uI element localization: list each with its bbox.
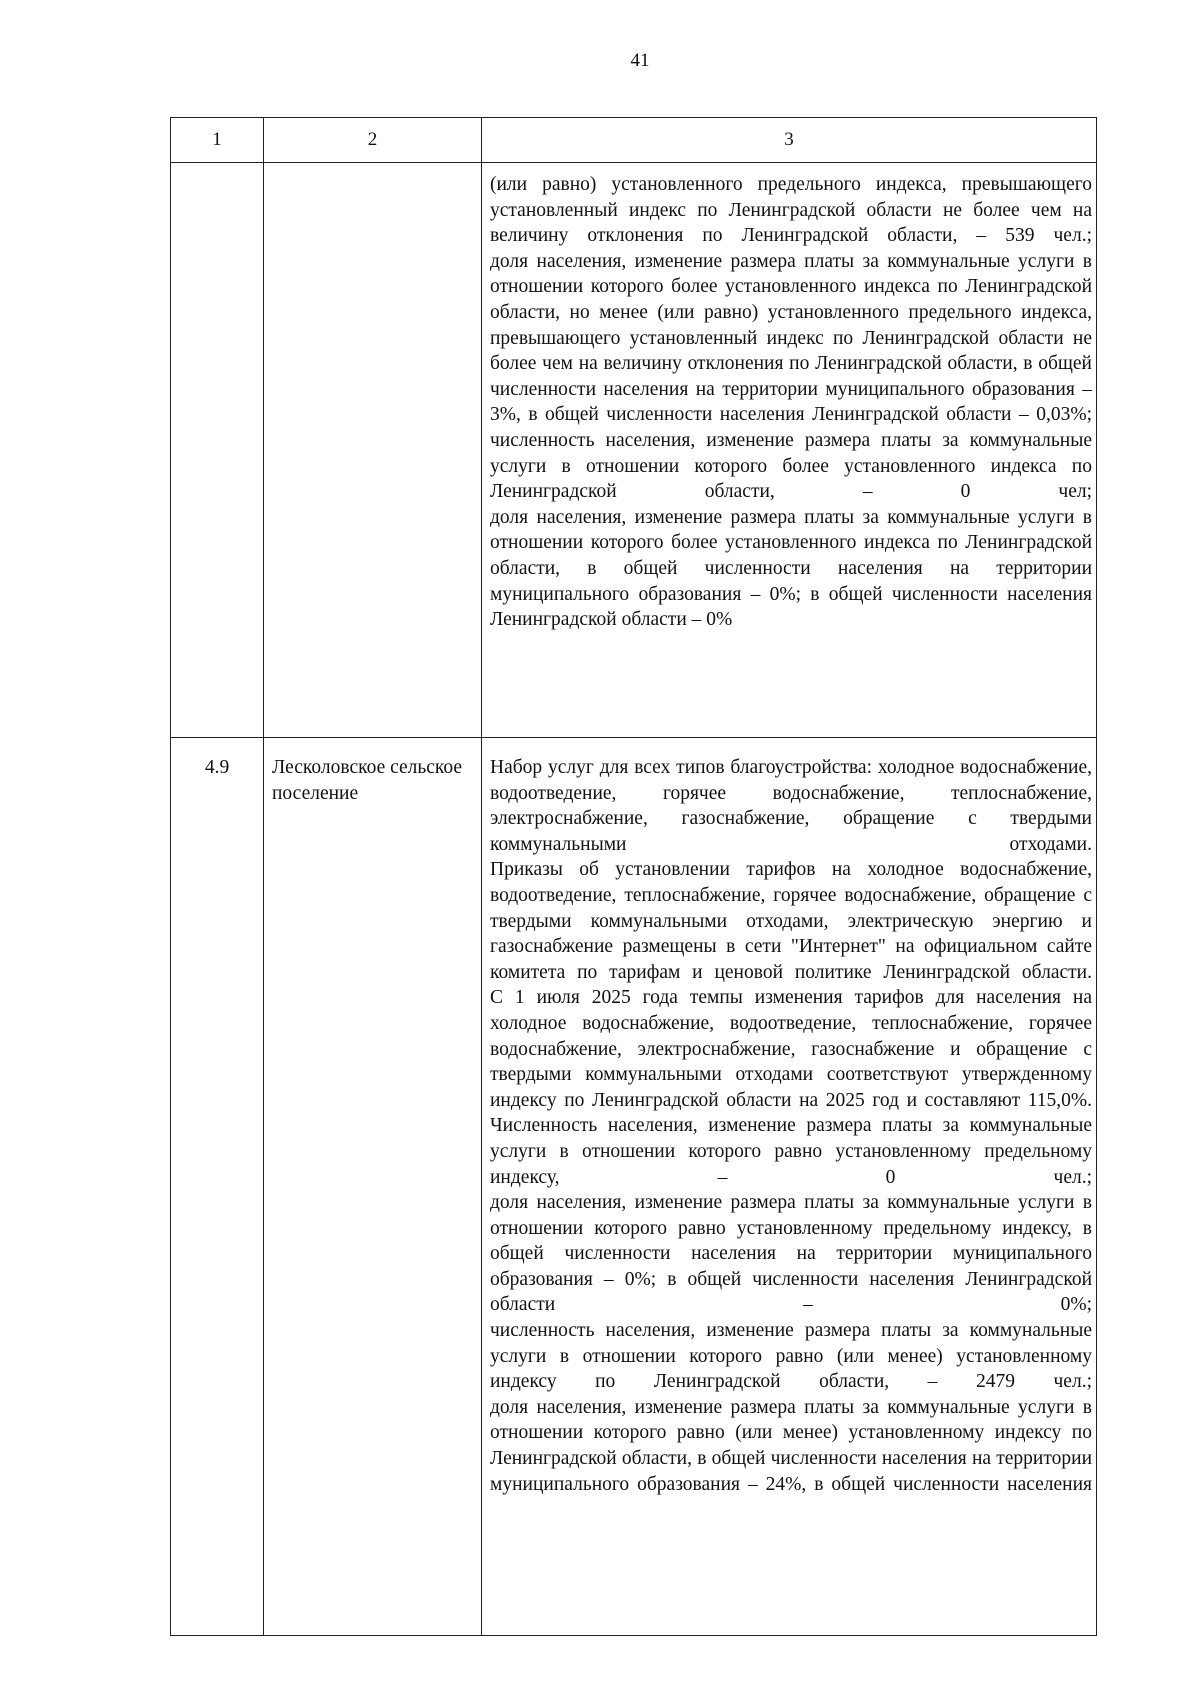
description-paragraph: доля населения, изменение размера платы за коммунальные услуги в отношении которого более установленного индекса по Ленинградской области, в общей численности населения на территории муниципального образования – 0%; в общей численности населения Ленинградской области – 0% (490, 506, 1092, 631)
municipality-name-cell (264, 163, 482, 738)
description-paragraph: Численность населения, изменение размера платы за коммунальные услуги в отношении которого равно установленному предельному индексу, – 0 чел.; (490, 1115, 1092, 1188)
table-row-continuation (171, 163, 1097, 738)
table-header-row (171, 118, 1097, 163)
description-paragraph: (или равно) установленного предельного индекса, превышающего установленный индекс по Ленинградской области не более чем на величину отклонения по Ленинградской области, – 539 чел.; (490, 174, 1092, 247)
indicators-table (170, 117, 1097, 1636)
row-number-cell (171, 163, 264, 738)
column-header-description: 3 (482, 118, 1097, 163)
description-paragraph: доля населения, изменение размера платы за коммунальные услуги в отношении которого равно (или менее) установленному индексу по Ленинградской области, в общей численности населения на территории муниципального образования – 24%, в общей численности населения (490, 1396, 1092, 1495)
table-row-4-9 (171, 738, 1097, 1636)
column-header-number: 1 (171, 118, 264, 163)
row-number-cell: 4.9 (171, 738, 264, 1636)
description-paragraph: Приказы об установлении тарифов на холодное водоснабжение, водоотведение, теплоснабжение, горячее водоснабжение, обращение с твердыми коммунальными отходами, электрическую энергию и газоснабжение размещены в сети "Интернет" на официальном сайте комитета по тарифам и ценовой политике Ленинградской области. (490, 859, 1092, 983)
municipality-name-cell: Лесколовское сельское поселение (264, 738, 482, 1636)
description-paragraph: доля населения, изменение размера платы за коммунальные услуги в отношении которого более установленного индекса по Ленинградской области, но менее (или равно) установленного предельного индекса, превышающего установленный индекс по Ленинградской области не более чем на величину отклонения по Ленинградской области, в общей численности населения на территории муниципального образования – 3%, в общей численности населения Ленинградской области – 0,03%; (490, 250, 1092, 426)
description-paragraph: численность населения, изменение размера платы за коммунальные услуги в отношении которого равно (или менее) установленному индексу по Ленинградской области, – 2479 чел.; (490, 1320, 1092, 1393)
description-paragraph: С 1 июля 2025 года темпы изменения тарифов для населения на холодное водоснабжение, водоотведение, теплоснабжение, горячее водоснабжение, электроснабжение, газоснабжение и обращение с твердыми коммунальными отходами соответствуют утвержденному индексу по Ленинградской области на 2025 год и составляют 115,0%. (490, 987, 1092, 1111)
description-paragraph: Набор услуг для всех типов благоустройства: холодное водоснабжение, водоотведение, горячее водоснабжение, теплоснабжение, электроснабжение, газоснабжение, обращение с твердыми коммунальными отходами. (490, 757, 1092, 855)
column-header-name: 2 (264, 118, 482, 163)
description-paragraph: численность населения, изменение размера платы за коммунальные услуги в отношении которого более установленного индекса по Ленинградской области, – 0 чел; (490, 429, 1092, 503)
page-number: 41 (630, 50, 650, 71)
description-paragraph: доля населения, изменение размера платы за коммунальные услуги в отношении которого равно установленному предельному индексу, в общей численности населения на территории муниципального образования – 0%; в общей численности населения Ленинградской области – 0%; (490, 1192, 1092, 1316)
description-cell (482, 738, 1097, 1636)
description-cell (482, 163, 1097, 738)
